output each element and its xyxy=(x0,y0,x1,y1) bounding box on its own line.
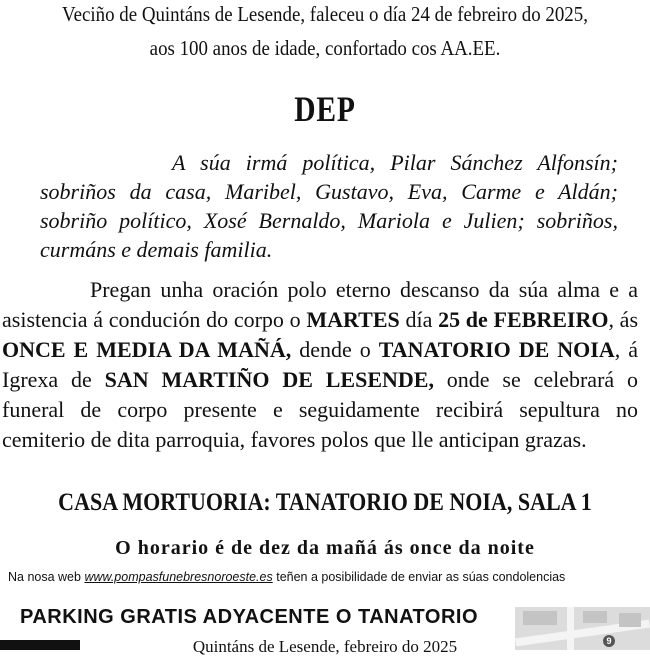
deceased-info-line-2: aos 100 anos de idade, confortado cos AA.EE. xyxy=(149,36,501,60)
prayer-date: 25 de FEBREIRO xyxy=(438,307,609,332)
funeral-details-paragraph xyxy=(2,275,638,455)
prayer-text: onde se celebrará o funeral de corpo presente e seguidamente recibirá sepultura no cemiterio de dita parroquia, favores polos que lle anticipan grazas. xyxy=(2,367,638,452)
prayer-text: día xyxy=(399,307,439,332)
prayer-church: SAN MARTIÑO DE LESENDE, xyxy=(104,367,434,392)
mourners-paragraph: A súa irmá política, Pilar Sánchez Alfonsín; sobriños da casa, Maribel, Gustavo, Eva, Carme e Aldán; sobriño político, Xosé Bernaldo, Mariola e Julien; sobriños, curmáns e demais familia. xyxy=(40,150,618,262)
website-link[interactable]: www.pompasfunebresnoroeste.es xyxy=(84,570,273,584)
dep-heading: DEP xyxy=(294,89,356,129)
map-building xyxy=(583,611,607,623)
map-building xyxy=(619,613,641,627)
web-pre: Na nosa web xyxy=(8,570,85,584)
place-date-footer: Quintáns de Lesende, febreiro do 2025 xyxy=(192,637,458,656)
casa-mortuoria-heading: CASA MORTUORIA: TANATORIO DE NOIA, SALA 1 xyxy=(58,489,592,516)
web-condolences-note xyxy=(8,570,638,584)
prayer-tanatorio: TANATORIO DE NOIA xyxy=(378,337,615,362)
prayer-text: dende o xyxy=(291,337,379,362)
parking-notice: PARKING GRATIS ADYACENTE O TANATORIO xyxy=(20,606,479,628)
deceased-info-line-1: Veciño de Quintáns de Lesende, faleceu o día 24 de febreiro do 2025, xyxy=(62,2,588,26)
opening-hours: O horario é de dez da mañá ás once da noite xyxy=(115,537,535,559)
prayer-text: , ás xyxy=(608,307,639,332)
web-post: teñen a posibilidade de enviar as súas condolencias xyxy=(272,570,566,584)
map-building xyxy=(523,611,557,625)
prayer-text: , á Igrexa de xyxy=(2,337,639,392)
prayer-time: ONCE E MEDIA DA MAÑÁ, xyxy=(2,337,292,362)
map-pin-icon: 9 xyxy=(603,635,615,647)
prayer-day: MARTES xyxy=(306,307,400,332)
prayer-text: Pregan unha oración polo eterno descanso da súa alma e a asistencia á condución do corpo o xyxy=(2,277,638,332)
